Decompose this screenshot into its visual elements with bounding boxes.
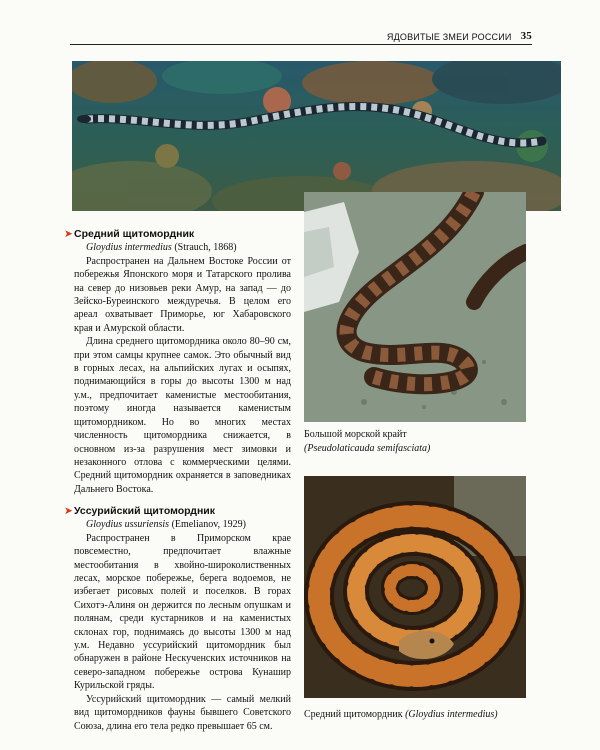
paragraph: Распространен на Дальнем Востоке России от побережья Японского моря и Татарского пролива на север до низовьев реки Амур, на запад — до Зейско-Буреинского междуречья. В целом его ареал охватывает Приморье, юг Хабаровского края и Амурской области. [74, 255, 291, 334]
running-header [70, 28, 532, 42]
header-rule [70, 44, 532, 45]
krait-latin-name: (Pseudolaticauda semifasciata) [304, 443, 431, 454]
paragraph: Распространен в Приморском крае повсеместно, предпочитает влажные местообитания в хвойно-широколиственных лесах, морское побережье, берега водоемов, не избегает рисовых полей и поселков. В горах Сихотэ-Алиня он держится по лесным опушкам и полянам, среди кустарников и на каменистых склонах гор, поднимаясь до высоты 1300 м над у.м. Недавно уссурийский щитомордник был обнаружен в районе Нескученских источников на северо-западном побережье острова Кунашир Курильской гряды. [74, 532, 291, 692]
section-heading [64, 228, 291, 241]
krait-photo [304, 192, 526, 422]
krait-caption [304, 428, 529, 456]
sea-snake-reef-photo [72, 61, 561, 211]
arrow-icon: ➤ [64, 505, 73, 517]
krait-common-name: Большой морской крайт [304, 429, 407, 440]
latin-author: (Strauch, 1868) [174, 242, 237, 254]
running-title: ЯДОВИТЫЕ ЗМЕИ РОССИИ [386, 32, 512, 42]
latin-name [86, 241, 291, 254]
viper-photo [304, 476, 526, 698]
paragraph: Уссурийский щитомордник — самый мелкий вид щитомордников фауны бывшего Советского Союза, длина его тела редко превышает 65 см. [74, 693, 291, 732]
section-heading [64, 505, 291, 518]
section-ussuriensis [64, 505, 291, 733]
paragraph: Длина среднего щитомордника около 80–90 см, при этом самцы крупнее самок. Это обычный вид в горных лесах, на альпийских лугах и осыпях, поднимающийся в горы до высоты 1300 м над у.м., предпочитает каменистые местообитания, поэтому иногда называется каменистым щитомордником. Но во многих местах численность щитомордника снижается, в основном из-за разрушения мест зимовки и незаконного отлова с коммерческими целями. Средний щитомордник охраняется в заповедниках Дальнего Востока. [74, 336, 291, 495]
viper-latin-name: (Gloydius intermedius) [405, 709, 498, 720]
viper-caption [304, 708, 529, 722]
arrow-icon: ➤ [64, 228, 73, 240]
latin-binomial: Gloydius ussuriensis [86, 519, 170, 531]
viper-common-name: Средний щитомордник [304, 709, 403, 720]
latin-binomial: Gloydius intermedius [86, 242, 172, 254]
section-title: Уссурийский щитомордник [74, 505, 216, 517]
section-title: Средний щитомордник [74, 228, 195, 240]
page-number: 35 [520, 30, 532, 42]
latin-name [86, 518, 291, 531]
section-intermedius [64, 228, 291, 496]
latin-author: (Emelianov, 1929) [171, 519, 246, 531]
